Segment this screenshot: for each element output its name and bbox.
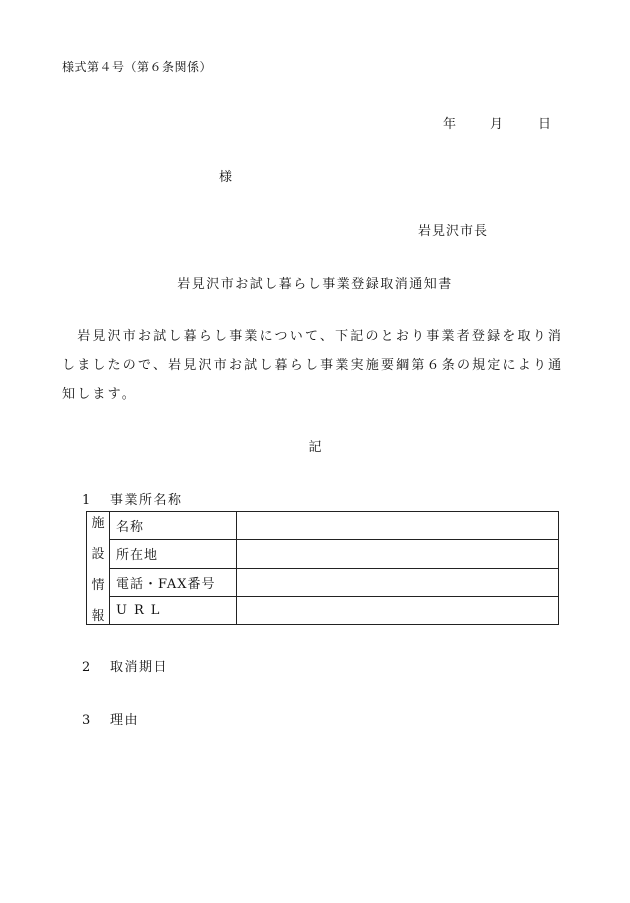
section-reason [82,709,139,728]
group-label-char: 報 [91,609,105,624]
row-value-url[interactable] [237,596,559,624]
table-row [87,512,559,540]
row-label-phone-fax: 電話・FAX番号 [110,568,237,596]
document-title: 岩見沢市お試し暮らし事業登録取消通知書 [177,277,453,292]
group-label-char: 情 [91,578,105,593]
group-label-char: 設 [91,547,105,562]
section-number: 2 [82,660,92,675]
table-row [87,596,559,624]
body-line: しましたので、岩見沢市お試し暮らし事業実施要綱第６条の規定により通 [62,358,564,373]
table-row [87,568,559,596]
section-label: 取消期日 [110,660,169,675]
row-label-name: 名称 [110,512,237,540]
section-label: 理由 [110,713,140,728]
row-label-url: URL [110,596,237,624]
row-label-address: 所在地 [110,540,237,568]
issuer: 岩見沢市長 [418,224,489,239]
row-value-name[interactable] [237,512,559,540]
group-label-char: 施 [91,516,105,531]
ki-heading: 記 [308,440,322,455]
section-number: 1 [82,493,92,508]
row-value-address[interactable] [237,540,559,568]
table-row [87,540,559,568]
facility-info-group-label [87,512,110,625]
date-year-label: 年 [443,117,457,132]
form-number: 様式第４号（第６条関係） [62,60,213,74]
facility-info-table [86,511,559,625]
body-line: 知します。 [62,387,137,402]
section-facility-name [82,489,183,508]
date-day-label: 日 [538,117,552,132]
addressee-suffix: 様 [219,170,233,185]
row-value-phone-fax[interactable] [237,568,559,596]
body-text [62,322,572,409]
body-line: 岩見沢市お試し暮らし事業について、下記のとおり事業者登録を取り消 [77,329,564,344]
section-number: 3 [82,713,92,728]
section-cancellation-date [82,656,168,675]
date-month-label: 月 [490,117,504,132]
section-label: 事業所名称 [110,493,183,508]
